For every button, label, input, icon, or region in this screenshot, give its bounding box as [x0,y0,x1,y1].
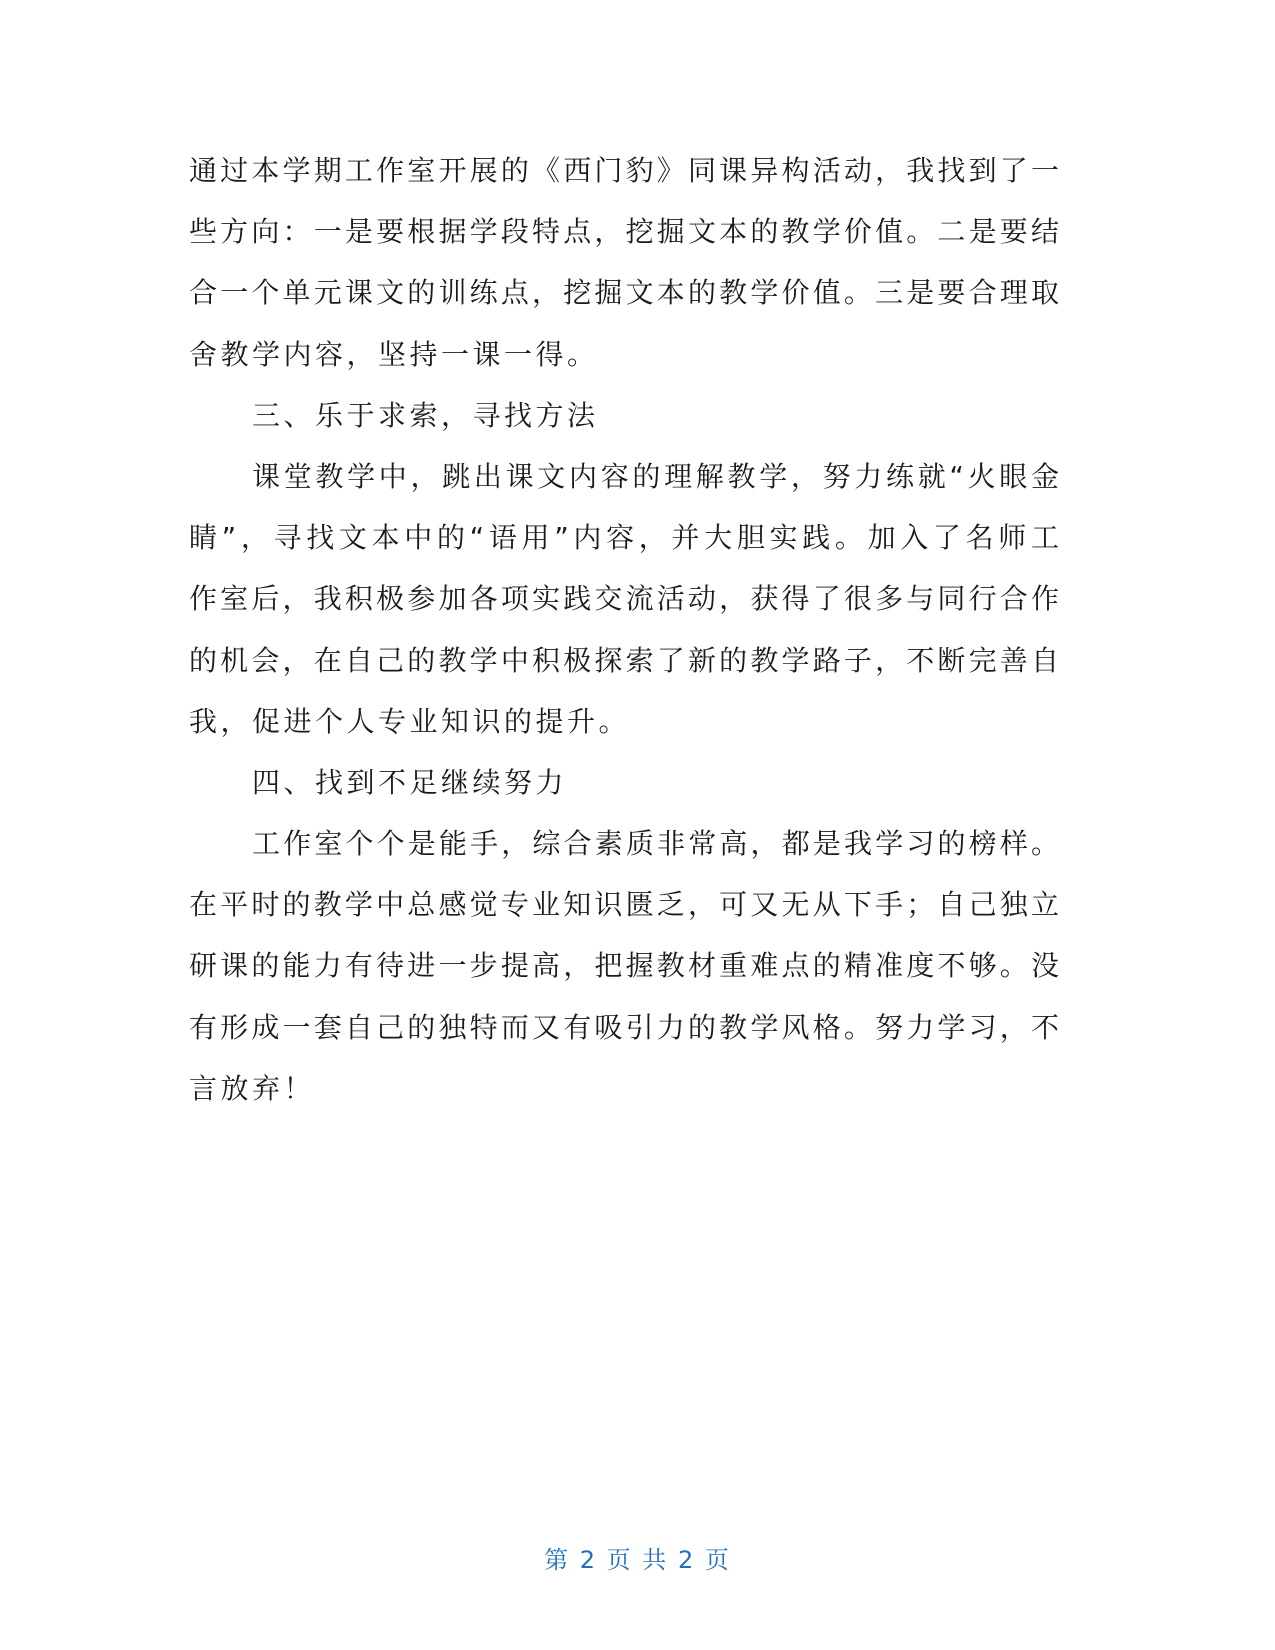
body-line: 舍教学内容，坚持一课一得。 [189,337,599,371]
page-number-footer: 第 2 页 共 2 页 [544,1546,731,1574]
body-line: 些方向：一是要根据学段特点，挖掘文本的教学价值。二是要结 [189,215,1059,249]
body-line: 言放弃！ [189,1071,316,1105]
body-line: 睛”，寻找文本中的“语用”内容，并大胆实践。加入了名师工 [189,521,1059,555]
body-line: 课堂教学中，跳出课文内容的理解教学，努力练就“火眼金 [252,459,1059,493]
body-line: 的机会，在自己的教学中积极探索了新的教学路子，不断完善自 [189,643,1059,677]
body-line: 作室后，我积极参加各项实践交流活动，获得了很多与同行合作 [189,582,1059,616]
body-line: 研课的能力有待进一步提高，把握教材重难点的精准度不够。没 [189,949,1059,983]
body-line: 合一个单元课文的训练点，挖掘文本的教学价值。三是要合理取 [189,276,1059,310]
document-body [189,140,1059,1119]
body-line: 有形成一套自己的独特而又有吸引力的教学风格。努力学习，不 [189,1010,1059,1044]
body-line: 通过本学期工作室开展的《西门豹》同课异构活动，我找到了一 [189,154,1059,187]
body-line: 我，促进个人专业知识的提升。 [189,704,631,738]
body-line: 在平时的教学中总感觉专业知识匮乏，可又无从下手；自己独立 [189,888,1059,922]
section-heading-4: 四、找到不足继续努力 [252,765,568,799]
section-heading-3: 三、乐于求索，寻找方法 [252,398,599,432]
body-line: 工作室个个是能手，综合素质非常高，都是我学习的榜样。 [252,827,1059,861]
